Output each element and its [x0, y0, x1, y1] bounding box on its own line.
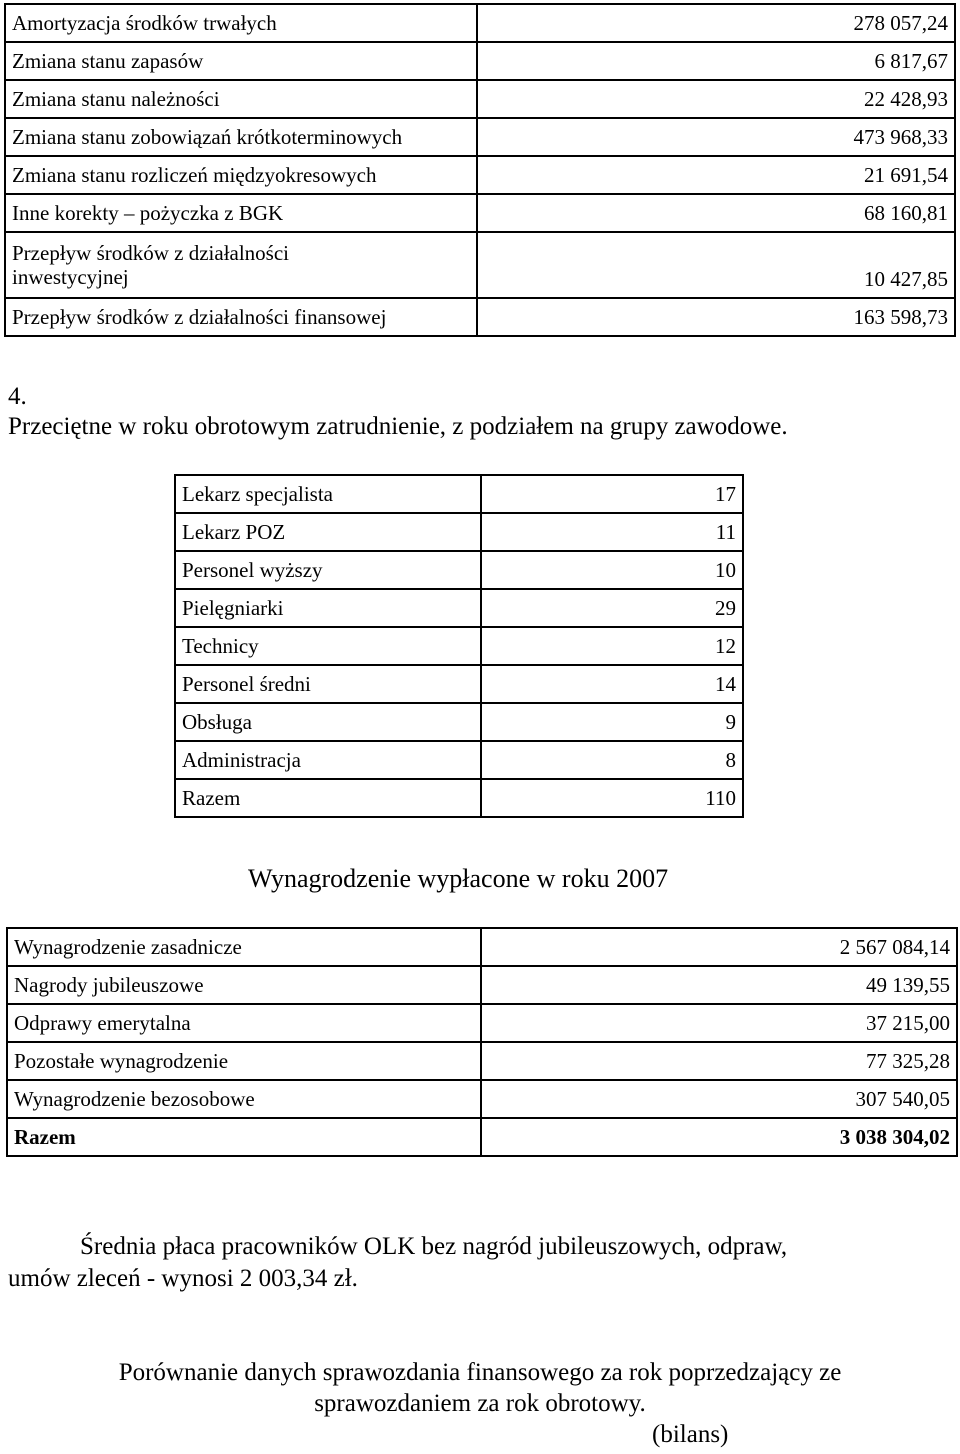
comparison-line2: sprawozdaniem za rok obrotowy.	[314, 1390, 646, 1417]
row-value: 11	[481, 513, 743, 551]
row-value: 307 540,05	[481, 1080, 957, 1118]
row-label: Obsługa	[175, 703, 481, 741]
row-value: 110	[481, 779, 743, 817]
table-row	[7, 966, 957, 1004]
row-value: 9	[481, 703, 743, 741]
row-label: Personel średni	[175, 665, 481, 703]
average-pay-line2: umów zleceń - wynosi 2 003,34 zł.	[8, 1265, 358, 1292]
cashflow-table	[4, 3, 956, 337]
row-value: 10 427,85	[477, 232, 955, 298]
row-value: 77 325,28	[481, 1042, 957, 1080]
row-value: 29	[481, 589, 743, 627]
total-value: 3 038 304,02	[481, 1118, 957, 1156]
table-row	[175, 703, 743, 741]
row-label: Nagrody jubileuszowe	[7, 966, 481, 1004]
row-value: 6 817,67	[477, 42, 955, 80]
row-label: Administracja	[175, 741, 481, 779]
comparison-line1: Porównanie danych sprawozdania finansowego za rok poprzedzający ze	[118, 1359, 842, 1386]
table-row	[5, 118, 955, 156]
wages-title: Wynagrodzenie wypłacone w roku 2007	[248, 864, 669, 893]
table-row	[175, 513, 743, 551]
section-number: 4.	[8, 383, 27, 410]
row-value: 473 968,33	[477, 118, 955, 156]
row-value: 37 215,00	[481, 1004, 957, 1042]
row-value: 8	[481, 741, 743, 779]
row-label: Razem	[175, 779, 481, 817]
row-label: Przepływ środków z działalności finansowej	[5, 298, 477, 336]
row-label: Odprawy emerytalna	[7, 1004, 481, 1042]
table-row	[175, 741, 743, 779]
row-label	[5, 232, 477, 298]
row-label: Zmiana stanu należności	[5, 80, 477, 118]
wages-table	[6, 927, 958, 1157]
row-value: 22 428,93	[477, 80, 955, 118]
table-row	[175, 779, 743, 817]
row-label-line1: Przepływ środków z działalności	[12, 241, 290, 265]
table-row	[5, 194, 955, 232]
table-row	[175, 551, 743, 589]
row-label: Amortyzacja środków trwałych	[5, 4, 477, 42]
table-row	[7, 1080, 957, 1118]
row-label: Personel wyższy	[175, 551, 481, 589]
average-pay-line1: Średnia płaca pracowników OLK bez nagród jubileuszowych, odpraw,	[80, 1233, 788, 1260]
row-value: 21 691,54	[477, 156, 955, 194]
table-row	[5, 80, 955, 118]
employment-table	[174, 474, 744, 818]
table-row	[5, 4, 955, 42]
table-row	[175, 475, 743, 513]
row-label: Zmiana stanu zobowiązań krótkoterminowych	[5, 118, 477, 156]
row-label: Lekarz specjalista	[175, 475, 481, 513]
total-label: Razem	[7, 1118, 481, 1156]
row-label: Zmiana stanu zapasów	[5, 42, 477, 80]
row-value: 49 139,55	[481, 966, 957, 1004]
table-row	[7, 1042, 957, 1080]
row-label: Pielęgniarki	[175, 589, 481, 627]
table-row	[5, 232, 955, 298]
total-row	[7, 1118, 957, 1156]
row-value: 68 160,81	[477, 194, 955, 232]
comparison-line3: (bilans)	[652, 1421, 729, 1448]
row-value: 10	[481, 551, 743, 589]
table-row	[175, 665, 743, 703]
row-label: Zmiana stanu rozliczeń międzyokresowych	[5, 156, 477, 194]
row-label: Lekarz POZ	[175, 513, 481, 551]
table-row	[5, 42, 955, 80]
row-label-line2: inwestycyjnej	[12, 265, 129, 289]
row-label: Pozostałe wynagrodzenie	[7, 1042, 481, 1080]
table-row	[7, 928, 957, 966]
table-row	[7, 1004, 957, 1042]
row-value: 2 567 084,14	[481, 928, 957, 966]
row-value: 278 057,24	[477, 4, 955, 42]
row-label: Inne korekty – pożyczka z BGK	[5, 194, 477, 232]
section-heading: Przeciętne w roku obrotowym zatrudnienie, z podziałem na grupy zawodowe.	[8, 413, 788, 440]
table-row	[5, 156, 955, 194]
table-row	[175, 627, 743, 665]
table-row	[175, 589, 743, 627]
row-value: 163 598,73	[477, 298, 955, 336]
row-value: 17	[481, 475, 743, 513]
row-value: 14	[481, 665, 743, 703]
row-label: Technicy	[175, 627, 481, 665]
table-row	[5, 298, 955, 336]
row-label: Wynagrodzenie bezosobowe	[7, 1080, 481, 1118]
row-value: 12	[481, 627, 743, 665]
row-label: Wynagrodzenie zasadnicze	[7, 928, 481, 966]
